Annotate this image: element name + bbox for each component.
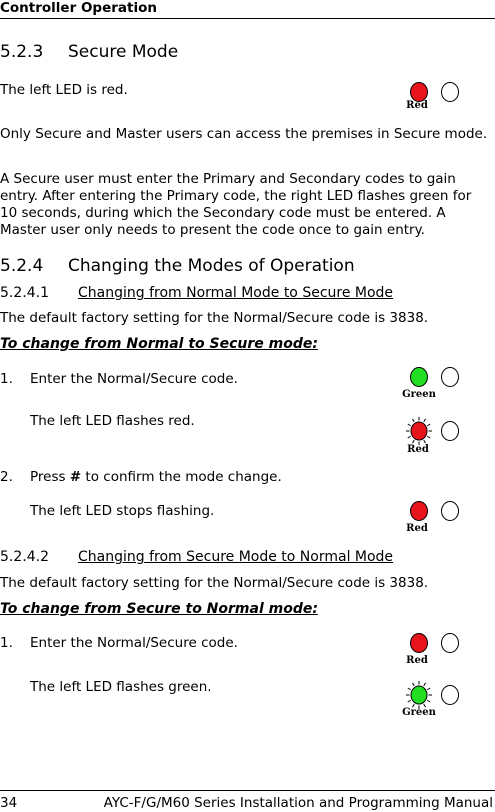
section-heading-5-2-3: [0, 42, 178, 62]
paragraph: The default factory setting for the Normal/Secure code is 3838.: [0, 310, 429, 326]
led-right-off-icon: [440, 366, 460, 388]
section-title: Secure Mode: [68, 42, 179, 62]
led-left-green-flashing-icon: [405, 680, 433, 710]
subsection-title: Changing from Normal Mode to Secure Mode: [78, 285, 394, 301]
procedure-heading: To change from Normal to Secure mode:: [0, 336, 318, 352]
section-title: Changing the Modes of Operation: [68, 256, 355, 276]
procedure-heading: To change from Secure to Normal mode:: [0, 601, 318, 617]
header-rule: [0, 18, 495, 19]
step-result: The left LED flashes green.: [30, 679, 212, 695]
led-label: Red: [406, 655, 428, 666]
led-flash-ray: [408, 688, 411, 690]
step-number: 1.: [0, 371, 13, 387]
step-text: Enter the Normal/Secure code.: [30, 371, 238, 387]
step-number: 2.: [0, 469, 13, 485]
led-left-green-icon: [409, 366, 429, 388]
document-title: AYC-F/G/M60 Series Installation and Programming Manual: [103, 795, 493, 811]
led-flash-ray: [413, 419, 415, 422]
subsection-number: 5.2.4.1: [0, 285, 49, 301]
led-flash-ray: [424, 440, 426, 443]
led-right-off-icon: [440, 500, 460, 522]
led-left-red-flashing-icon: [405, 416, 433, 446]
led-right-off-icon: [440, 632, 460, 654]
led-label: Green: [402, 707, 436, 718]
section-number: 5.2.3: [0, 42, 44, 62]
led-flash-ray: [427, 688, 430, 690]
led-label: Green: [402, 389, 436, 400]
page-footer: [0, 795, 493, 811]
section-number: 5.2.4: [0, 256, 44, 276]
led-flash-ray: [427, 436, 430, 438]
step-1: [0, 635, 238, 652]
led-left-red-icon: [409, 500, 429, 522]
led-right-off-icon: [440, 684, 460, 706]
led-right-off-icon: [440, 81, 460, 103]
led-flash-ray: [413, 440, 415, 443]
paragraph: A Secure user must enter the Primary and Secondary codes to gain entry. After entering the Primary code, the right LED flashes green for 10 seconds, during which the Secondary code must be entered. A Master user only needs to present the code once to gain entry.: [0, 171, 472, 238]
led-flash-ray: [408, 700, 411, 702]
step-text: Press: [30, 469, 70, 485]
subsection-heading-5-2-4-2: [0, 549, 393, 566]
led-right-off-icon: [440, 420, 460, 442]
led-flash-ray: [408, 436, 411, 438]
led-flash-ray: [424, 419, 426, 422]
led-label: Red: [406, 523, 428, 534]
paragraph: The default factory setting for the Normal/Secure code is 3838.: [0, 575, 429, 591]
page-number: 34: [0, 795, 18, 811]
led-flash-ray: [427, 700, 430, 702]
key-hash: #: [69, 469, 82, 485]
subsection-number: 5.2.4.2: [0, 549, 49, 565]
paragraph: The left LED is red.: [0, 82, 128, 98]
led-flash-ray: [413, 683, 415, 686]
led-left-red-icon: [409, 632, 429, 654]
step-text: to confirm the mode change.: [81, 469, 282, 485]
led-flash-ray: [427, 424, 430, 426]
footer-rule: [0, 790, 495, 791]
step-text: Enter the Normal/Secure code.: [30, 635, 238, 651]
step-number: 1.: [0, 635, 13, 651]
running-header: Controller Operation: [0, 0, 157, 16]
step-result: The left LED flashes red.: [30, 413, 195, 429]
subsection-heading-5-2-4-1: [0, 285, 393, 302]
subsection-title: Changing from Secure Mode to Normal Mode: [78, 549, 394, 565]
led-label: Red: [406, 100, 428, 111]
led-flash-ray: [408, 424, 411, 426]
led-label: Red: [407, 444, 429, 455]
paragraph: Only Secure and Master users can access the premises in Secure mode.: [0, 126, 488, 142]
step-1: [0, 371, 238, 388]
section-heading-5-2-4: [0, 256, 355, 276]
step-2: [0, 469, 282, 486]
led-flash-ray: [424, 683, 426, 686]
step-result: The left LED stops flashing.: [30, 503, 215, 519]
